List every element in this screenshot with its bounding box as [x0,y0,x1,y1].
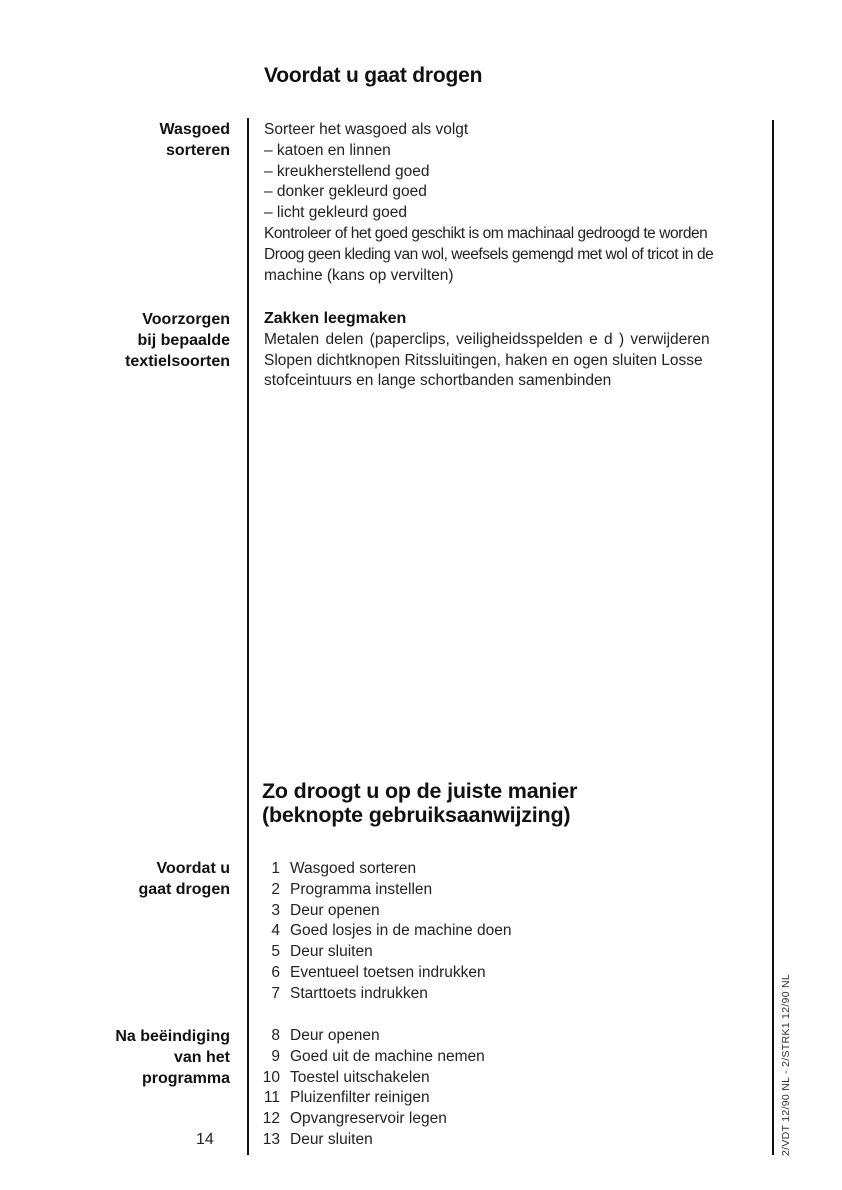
sorteren-body [264,120,764,286]
step-text: Deur sluiten [290,1130,373,1148]
step-number: 9 [271,1047,280,1065]
list-item [258,1026,485,1047]
side-label-voorzorgen [15,309,230,372]
side-label-line: Voorzorgen [142,311,230,328]
step-number: 8 [271,1027,280,1044]
list-item [258,901,511,922]
step-text: Starttoets indrukken [290,984,428,1002]
list-item [258,1068,485,1089]
side-label-line: Wasgoed [159,121,230,138]
subheading-zakken: Zakken leegmaken [264,310,407,327]
left-rule [247,118,249,1155]
body-line: Droog geen kleding van wol, weefsels gemengd met wol of tricot in de [264,245,714,263]
right-rule [772,120,774,1155]
step-number: 7 [271,984,280,1002]
side-label-wasgoed-sorteren [15,119,230,161]
body-line: stofceintuurs en lange schortbanden samenbinden [264,372,612,390]
step-number: 3 [271,901,280,919]
body-line: Slopen dichtknopen Ritssluitingen, haken en ogen sluiten Losse [264,351,703,369]
body-line: machine (kans op vervilten) [264,266,454,284]
step-text: Goed losjes in de machine doen [290,922,512,940]
list-item [258,880,511,901]
body-line: – kreukherstellend goed [264,162,430,180]
list-item [258,942,511,963]
step-text: Goed uit de machine nemen [290,1047,485,1065]
list-item [258,1088,485,1109]
step-text: Deur openen [290,901,380,919]
side-label-line: textielsoorten [125,353,230,370]
side-label-line: bij bepaalde [137,332,230,349]
step-number: 10 [262,1068,280,1086]
step-number: 6 [271,963,280,981]
list-item [258,1130,485,1151]
margin-print-code: 2/VDT 12/90 NL - 2/STRK1 12/90 NL [780,973,792,1156]
step-text: Programma instellen [290,880,433,898]
side-label-voordat-u-gaat-drogen [15,858,230,900]
step-number: 1 [271,860,280,877]
body-line: – donker gekleurd goed [264,183,427,201]
side-label-line: Na beëindiging [115,1028,230,1045]
title-line: (beknopte gebruiksaanwijzing) [262,803,571,827]
step-number: 5 [271,943,280,961]
list-item [258,921,511,942]
steps-list-2 [258,1026,485,1151]
page-title: Voordat u gaat drogen [264,64,483,87]
step-text: Opvangreservoir legen [290,1110,447,1128]
side-label-line: sorteren [165,142,230,159]
list-item [258,963,511,984]
page-number: 14 [196,1131,214,1148]
body-line: Metalen delen (paperclips, veiligheidsspelden e d ) verwijderen [264,330,710,348]
step-number: 13 [262,1130,280,1148]
list-item [258,984,511,1005]
step-text: Pluizenfilter reinigen [290,1089,430,1107]
body-line: – licht gekleurd goed [264,204,408,222]
body-line: Sorteer het wasgoed als volgt [264,121,469,138]
section-title-juiste-manier [262,779,577,827]
side-label-line: programma [141,1070,230,1087]
side-label-na-beeindiging [15,1026,230,1089]
voorzorgen-body [264,309,764,392]
body-line: – katoen en linnen [264,141,391,159]
list-item [258,859,511,880]
step-text: Deur sluiten [290,943,373,961]
title-line: Zo droogt u op de juiste manier [262,779,578,803]
list-item [258,1109,485,1130]
side-label-line: Voordat u [156,860,230,877]
step-text: Eventueel toetsen indrukken [290,963,486,981]
body-line: Kontroleer of het goed geschikt is om machinaal gedroogd te worden [264,224,708,242]
side-label-line: van het [173,1049,230,1066]
step-text: Deur openen [290,1027,380,1044]
list-item [258,1047,485,1068]
step-text: Wasgoed sorteren [290,860,417,877]
side-label-line: gaat drogen [138,881,230,898]
step-number: 12 [262,1110,280,1128]
steps-list-1 [258,859,511,1005]
step-number: 4 [271,922,280,940]
step-text: Toestel uitschakelen [290,1068,430,1086]
step-number: 2 [271,880,280,898]
step-number: 11 [263,1089,280,1107]
